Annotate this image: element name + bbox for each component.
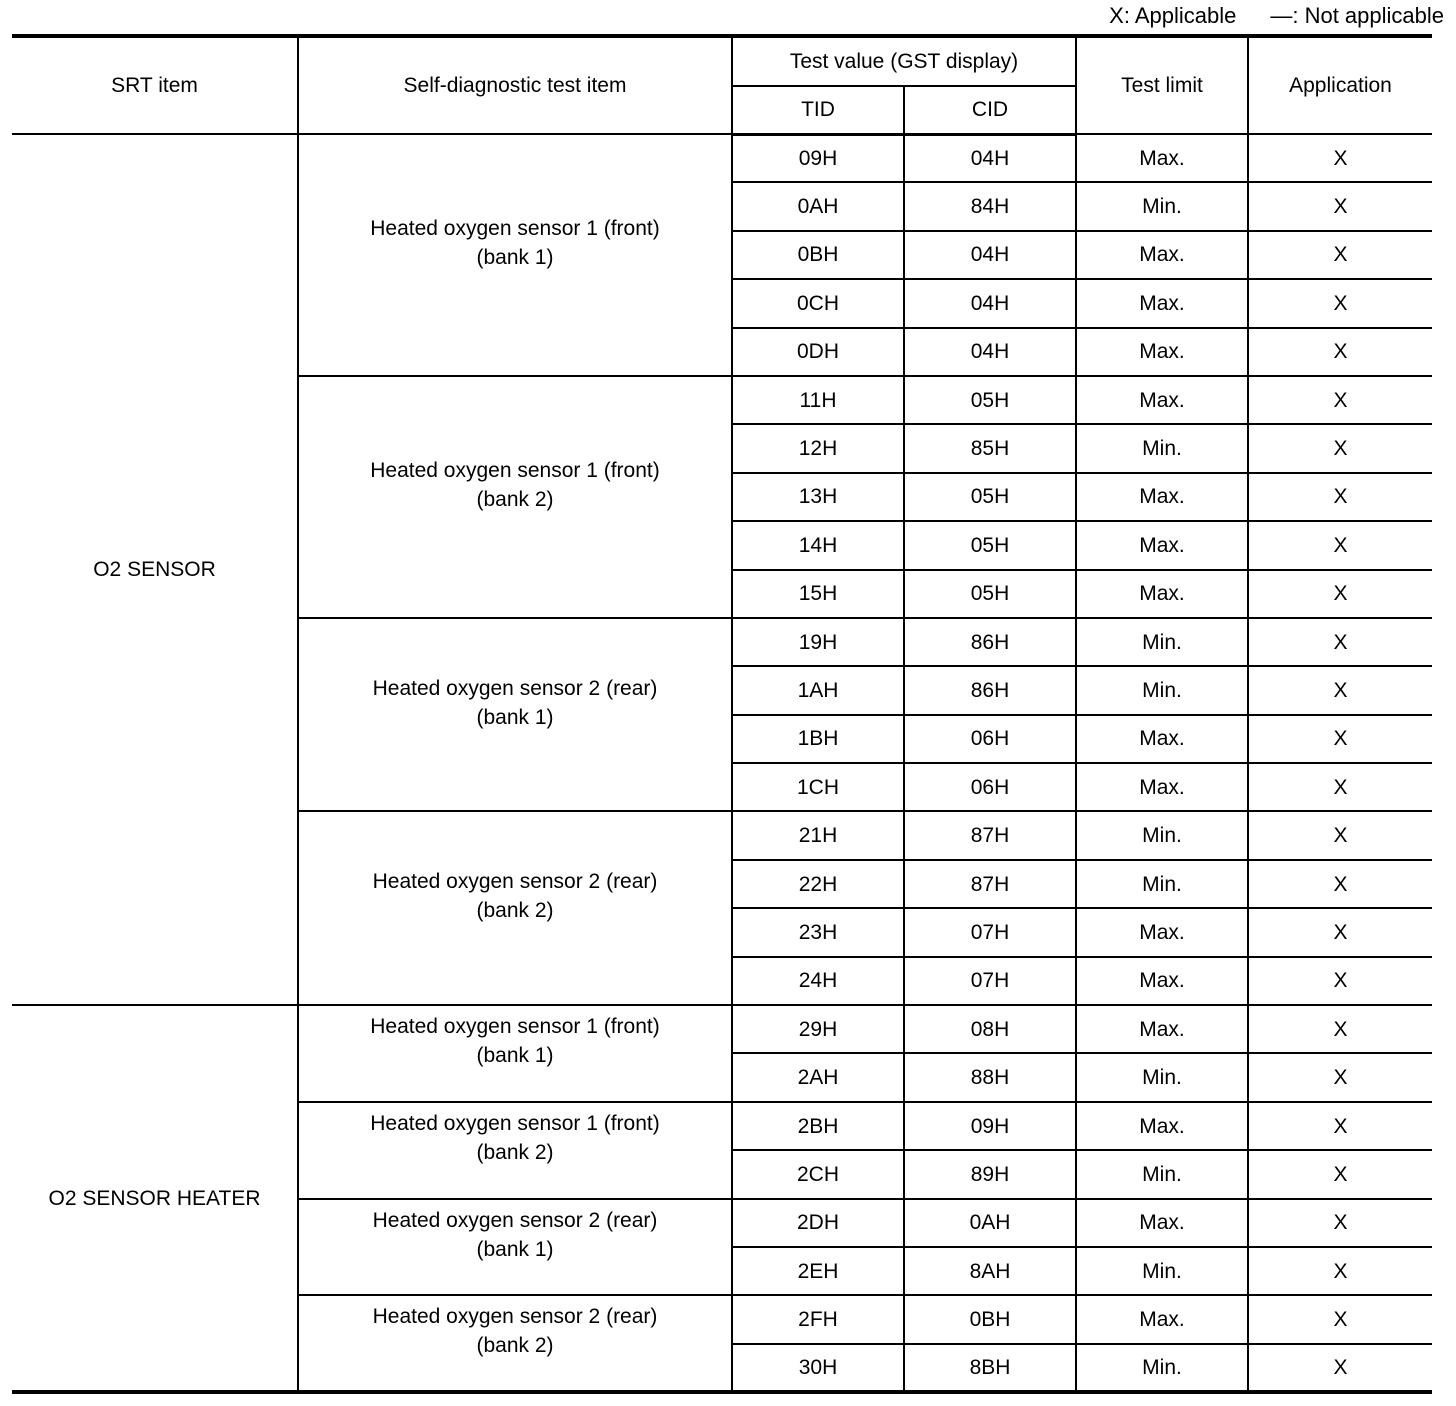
cid-cell: 86H <box>904 666 1076 714</box>
cid-cell: 05H <box>904 473 1076 521</box>
test-limit-cell: Max. <box>1076 521 1248 569</box>
test-limit-cell: Max. <box>1076 376 1248 424</box>
table-row <box>12 134 1432 182</box>
cid-cell: 05H <box>904 521 1076 569</box>
application-cell: X <box>1248 957 1432 1005</box>
application-cell: X <box>1248 231 1432 279</box>
test-limit-cell: Max. <box>1076 1295 1248 1343</box>
test-limit-cell: Max. <box>1076 570 1248 618</box>
cid-cell: 06H <box>904 763 1076 811</box>
application-cell: X <box>1248 570 1432 618</box>
table-body <box>12 134 1432 1392</box>
self-diagnostic-item-cell <box>298 376 732 618</box>
application-cell: X <box>1248 1199 1432 1247</box>
test-limit-cell: Max. <box>1076 908 1248 956</box>
self-diagnostic-item-cell <box>298 811 732 1005</box>
test-limit-cell: Max. <box>1076 328 1248 376</box>
application-cell: X <box>1248 279 1432 327</box>
self-diagnostic-item-line1: Heated oxygen sensor 2 (rear) <box>372 1208 658 1232</box>
tid-cell: 09H <box>732 134 904 182</box>
srt-test-table <box>12 34 1432 1394</box>
application-cell: X <box>1248 1247 1432 1295</box>
application-cell: X <box>1248 134 1432 182</box>
cid-cell: 04H <box>904 231 1076 279</box>
header-self-diagnostic-test-item: Self-diagnostic test item <box>298 36 732 134</box>
test-limit-cell: Max. <box>1076 957 1248 1005</box>
self-diagnostic-item-line1: Heated oxygen sensor 1 (front) <box>370 1015 660 1039</box>
cid-cell: 0AH <box>904 1199 1076 1247</box>
application-cell: X <box>1248 1295 1432 1343</box>
self-diagnostic-item-text <box>370 456 660 514</box>
application-cell: X <box>1248 328 1432 376</box>
tid-cell: 2AH <box>732 1053 904 1101</box>
cid-cell: 07H <box>904 957 1076 1005</box>
test-limit-cell: Min. <box>1076 1344 1248 1392</box>
self-diagnostic-item-line1: Heated oxygen sensor 1 (front) <box>370 216 660 240</box>
header-tid: TID <box>732 86 904 134</box>
self-diagnostic-item-cell <box>298 134 732 376</box>
self-diagnostic-item-cell <box>298 1295 732 1392</box>
self-diagnostic-item-line1: Heated oxygen sensor 1 (front) <box>370 1112 660 1136</box>
self-diagnostic-item-text <box>370 1109 660 1167</box>
legend-not-applicable: —: Not applicable <box>1270 3 1444 28</box>
self-diagnostic-item-line2: (bank 2) <box>476 1334 554 1358</box>
application-cell: X <box>1248 521 1432 569</box>
cid-cell: 88H <box>904 1053 1076 1101</box>
tid-cell: 0CH <box>732 279 904 327</box>
header-test-limit: Test limit <box>1076 36 1248 134</box>
self-diagnostic-item-line2: (bank 2) <box>476 1141 554 1165</box>
application-cell: X <box>1248 473 1432 521</box>
cid-cell: 85H <box>904 424 1076 472</box>
self-diagnostic-item-text <box>370 1012 660 1070</box>
test-limit-cell: Min. <box>1076 424 1248 472</box>
application-cell: X <box>1248 763 1432 811</box>
table-header <box>12 36 1432 134</box>
tid-cell: 29H <box>732 1005 904 1053</box>
tid-cell: 0AH <box>732 182 904 230</box>
tid-cell: 2FH <box>732 1295 904 1343</box>
cid-cell: 05H <box>904 376 1076 424</box>
self-diagnostic-item-cell <box>298 618 732 812</box>
test-limit-cell: Min. <box>1076 1247 1248 1295</box>
tid-cell: 12H <box>732 424 904 472</box>
application-cell: X <box>1248 811 1432 859</box>
cid-cell: 06H <box>904 715 1076 763</box>
test-limit-cell: Min. <box>1076 182 1248 230</box>
test-limit-cell: Max. <box>1076 231 1248 279</box>
cid-cell: 8AH <box>904 1247 1076 1295</box>
cid-cell: 08H <box>904 1005 1076 1053</box>
header-srt-item: SRT item <box>12 36 298 134</box>
self-diagnostic-item-line1: Heated oxygen sensor 2 (rear) <box>372 676 658 700</box>
application-cell: X <box>1248 182 1432 230</box>
cid-cell: 87H <box>904 811 1076 859</box>
tid-cell: 13H <box>732 473 904 521</box>
cid-cell: 0BH <box>904 1295 1076 1343</box>
test-limit-cell: Max. <box>1076 473 1248 521</box>
application-cell: X <box>1248 860 1432 908</box>
self-diagnostic-item-text <box>373 867 658 925</box>
tid-cell: 24H <box>732 957 904 1005</box>
tid-cell: 2BH <box>732 1102 904 1150</box>
application-cell: X <box>1248 908 1432 956</box>
cid-cell: 04H <box>904 328 1076 376</box>
cid-cell: 8BH <box>904 1344 1076 1392</box>
tid-cell: 21H <box>732 811 904 859</box>
test-limit-cell: Min. <box>1076 811 1248 859</box>
self-diagnostic-item-cell <box>298 1199 732 1296</box>
tid-cell: 30H <box>732 1344 904 1392</box>
self-diagnostic-item-line2: (bank 2) <box>476 487 554 511</box>
cid-cell: 89H <box>904 1150 1076 1198</box>
tid-cell: 2DH <box>732 1199 904 1247</box>
cid-cell: 05H <box>904 570 1076 618</box>
self-diagnostic-item-line2: (bank 2) <box>476 899 554 923</box>
self-diagnostic-item-line2: (bank 1) <box>476 245 554 269</box>
tid-cell: 2CH <box>732 1150 904 1198</box>
legend-applicable: X: Applicable <box>1109 3 1237 28</box>
test-limit-cell: Max. <box>1076 1005 1248 1053</box>
application-cell: X <box>1248 376 1432 424</box>
tid-cell: 22H <box>732 860 904 908</box>
tid-cell: 15H <box>732 570 904 618</box>
self-diagnostic-item-cell <box>298 1102 732 1199</box>
header-test-value: Test value (GST display) <box>732 36 1076 86</box>
self-diagnostic-item-text <box>373 674 658 732</box>
test-limit-cell: Max. <box>1076 715 1248 763</box>
application-cell: X <box>1248 715 1432 763</box>
test-limit-cell: Max. <box>1076 134 1248 182</box>
tid-cell: 0BH <box>732 231 904 279</box>
application-cell: X <box>1248 618 1432 666</box>
cid-cell: 04H <box>904 279 1076 327</box>
test-limit-cell: Max. <box>1076 763 1248 811</box>
self-diagnostic-item-line2: (bank 1) <box>476 1237 554 1261</box>
application-cell: X <box>1248 1102 1432 1150</box>
srt-item-cell: O2 SENSOR <box>12 134 298 1005</box>
srt-item-cell: O2 SENSOR HEATER <box>12 1005 298 1392</box>
test-limit-cell: Min. <box>1076 1150 1248 1198</box>
tid-cell: 19H <box>732 618 904 666</box>
tid-cell: 1AH <box>732 666 904 714</box>
test-limit-cell: Min. <box>1076 1053 1248 1101</box>
application-cell: X <box>1248 1150 1432 1198</box>
self-diagnostic-item-line1: Heated oxygen sensor 2 (rear) <box>372 870 658 894</box>
test-limit-cell: Max. <box>1076 1199 1248 1247</box>
table-row <box>12 1005 1432 1053</box>
tid-cell: 0DH <box>732 328 904 376</box>
cid-cell: 09H <box>904 1102 1076 1150</box>
self-diagnostic-item-line2: (bank 1) <box>476 705 554 729</box>
application-cell: X <box>1248 1053 1432 1101</box>
self-diagnostic-item-cell <box>298 1005 732 1102</box>
application-cell: X <box>1248 1005 1432 1053</box>
tid-cell: 2EH <box>732 1247 904 1295</box>
tid-cell: 23H <box>732 908 904 956</box>
self-diagnostic-item-text <box>370 214 660 272</box>
self-diagnostic-item-line2: (bank 1) <box>476 1044 554 1068</box>
application-cell: X <box>1248 666 1432 714</box>
application-cell: X <box>1248 1344 1432 1392</box>
cid-cell: 07H <box>904 908 1076 956</box>
cid-cell: 86H <box>904 618 1076 666</box>
test-limit-cell: Min. <box>1076 666 1248 714</box>
test-limit-cell: Max. <box>1076 1102 1248 1150</box>
legend <box>1109 2 1444 30</box>
test-limit-cell: Min. <box>1076 860 1248 908</box>
cid-cell: 87H <box>904 860 1076 908</box>
self-diagnostic-item-text <box>373 1206 658 1264</box>
header-cid: CID <box>904 86 1076 134</box>
tid-cell: 1CH <box>732 763 904 811</box>
test-limit-cell: Max. <box>1076 279 1248 327</box>
tid-cell: 1BH <box>732 715 904 763</box>
tid-cell: 14H <box>732 521 904 569</box>
cid-cell: 04H <box>904 134 1076 182</box>
application-cell: X <box>1248 424 1432 472</box>
self-diagnostic-item-line1: Heated oxygen sensor 2 (rear) <box>372 1305 658 1329</box>
cid-cell: 84H <box>904 182 1076 230</box>
test-limit-cell: Min. <box>1076 618 1248 666</box>
header-application: Application <box>1248 36 1432 134</box>
self-diagnostic-item-line1: Heated oxygen sensor 1 (front) <box>370 458 660 482</box>
self-diagnostic-item-text <box>373 1302 658 1360</box>
tid-cell: 11H <box>732 376 904 424</box>
